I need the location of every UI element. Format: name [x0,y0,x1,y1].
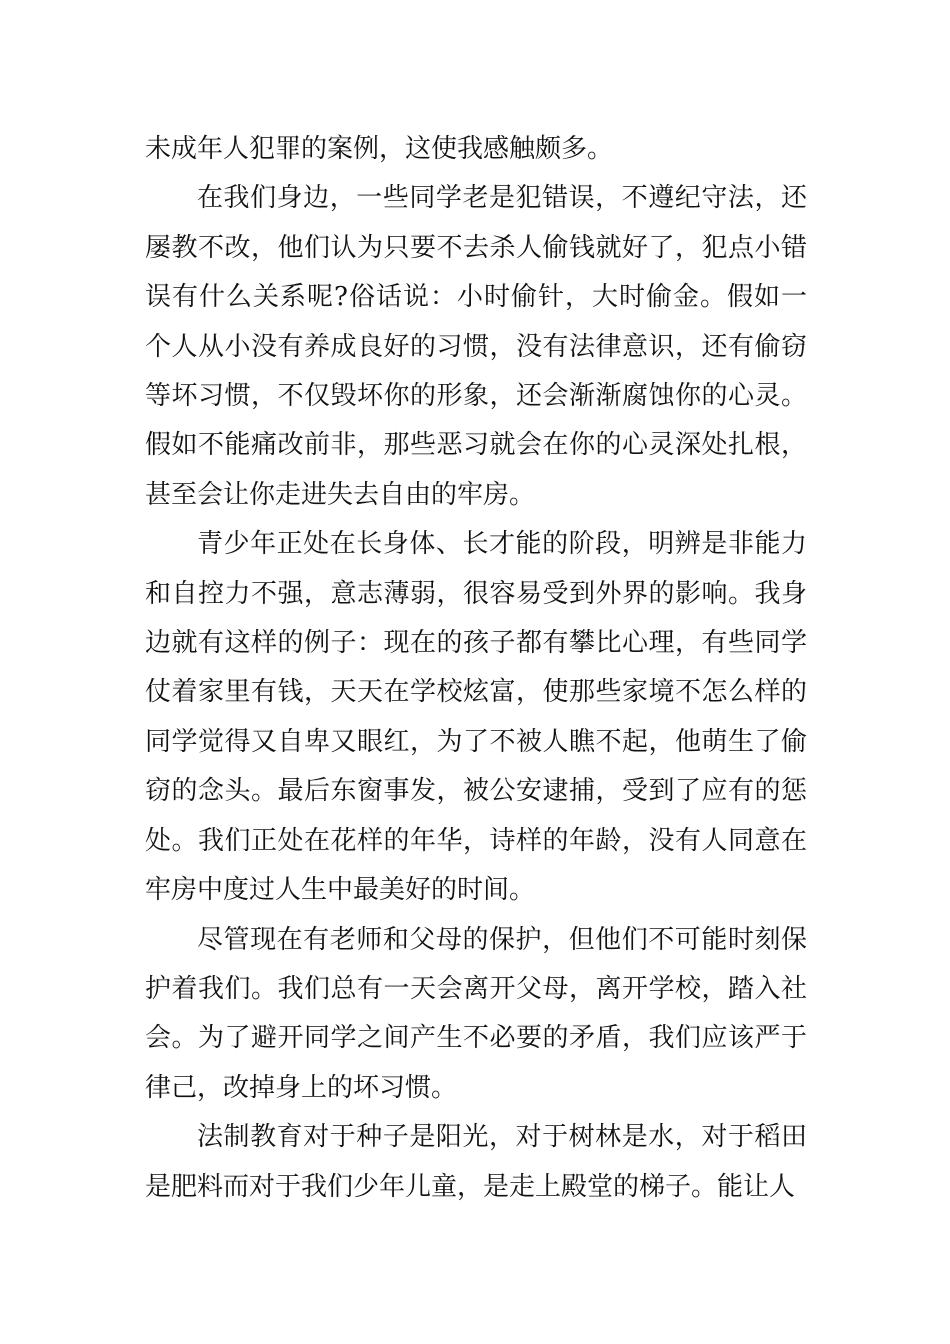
document-body [145,125,807,1212]
paragraph: 在我们身边，一些同学老是犯错误，不遵纪守法，还屡教不改，他们认为只要不去杀人偷钱就好了，犯点小错误有什么关系呢?俗话说：小时偷针，大时偷金。假如一个人从小没有养成良好的习惯，没有法律意识，还有偷窃等坏习惯，不仅毁坏你的形象，还会渐渐腐蚀你的心灵。假如不能痛改前非，那些恶习就会在你的心灵深处扎根，甚至会让你走进失去自由的牢房。 [145,183,807,510]
paragraph: 尽管现在有老师和父母的保护，但他们不可能时刻保护着我们。我们总有一天会离开父母，离开学校，踏入社会。为了避开同学之间产生不必要的矛盾，我们应该严于律己，改掉身上的坏习惯。 [145,924,807,1103]
paragraph: 法制教育对于种子是阳光，对于树林是水，对于稻田是肥料而对于我们少年儿童，是走上殿堂的梯子。能让人 [145,1122,807,1202]
paragraph: 青少年正处在长身体、长才能的阶段，明辨是非能力和自控力不强，意志薄弱，很容易受到外界的影响。我身边就有这样的例子：现在的孩子都有攀比心理，有些同学仗着家里有钱，天天在学校炫富，使那些家境不怎么样的同学觉得又自卑又眼红，为了不被人瞧不起，他萌生了偷窃的念头。最后东窗事发，被公安逮捕，受到了应有的惩处。我们正处在花样的年华，诗样的年龄，没有人同意在牢房中度过人生中最美好的时间。 [145,529,807,906]
paragraph-continuation: 未成年人犯罪的案例，这使我感触颇多。 [145,134,614,164]
